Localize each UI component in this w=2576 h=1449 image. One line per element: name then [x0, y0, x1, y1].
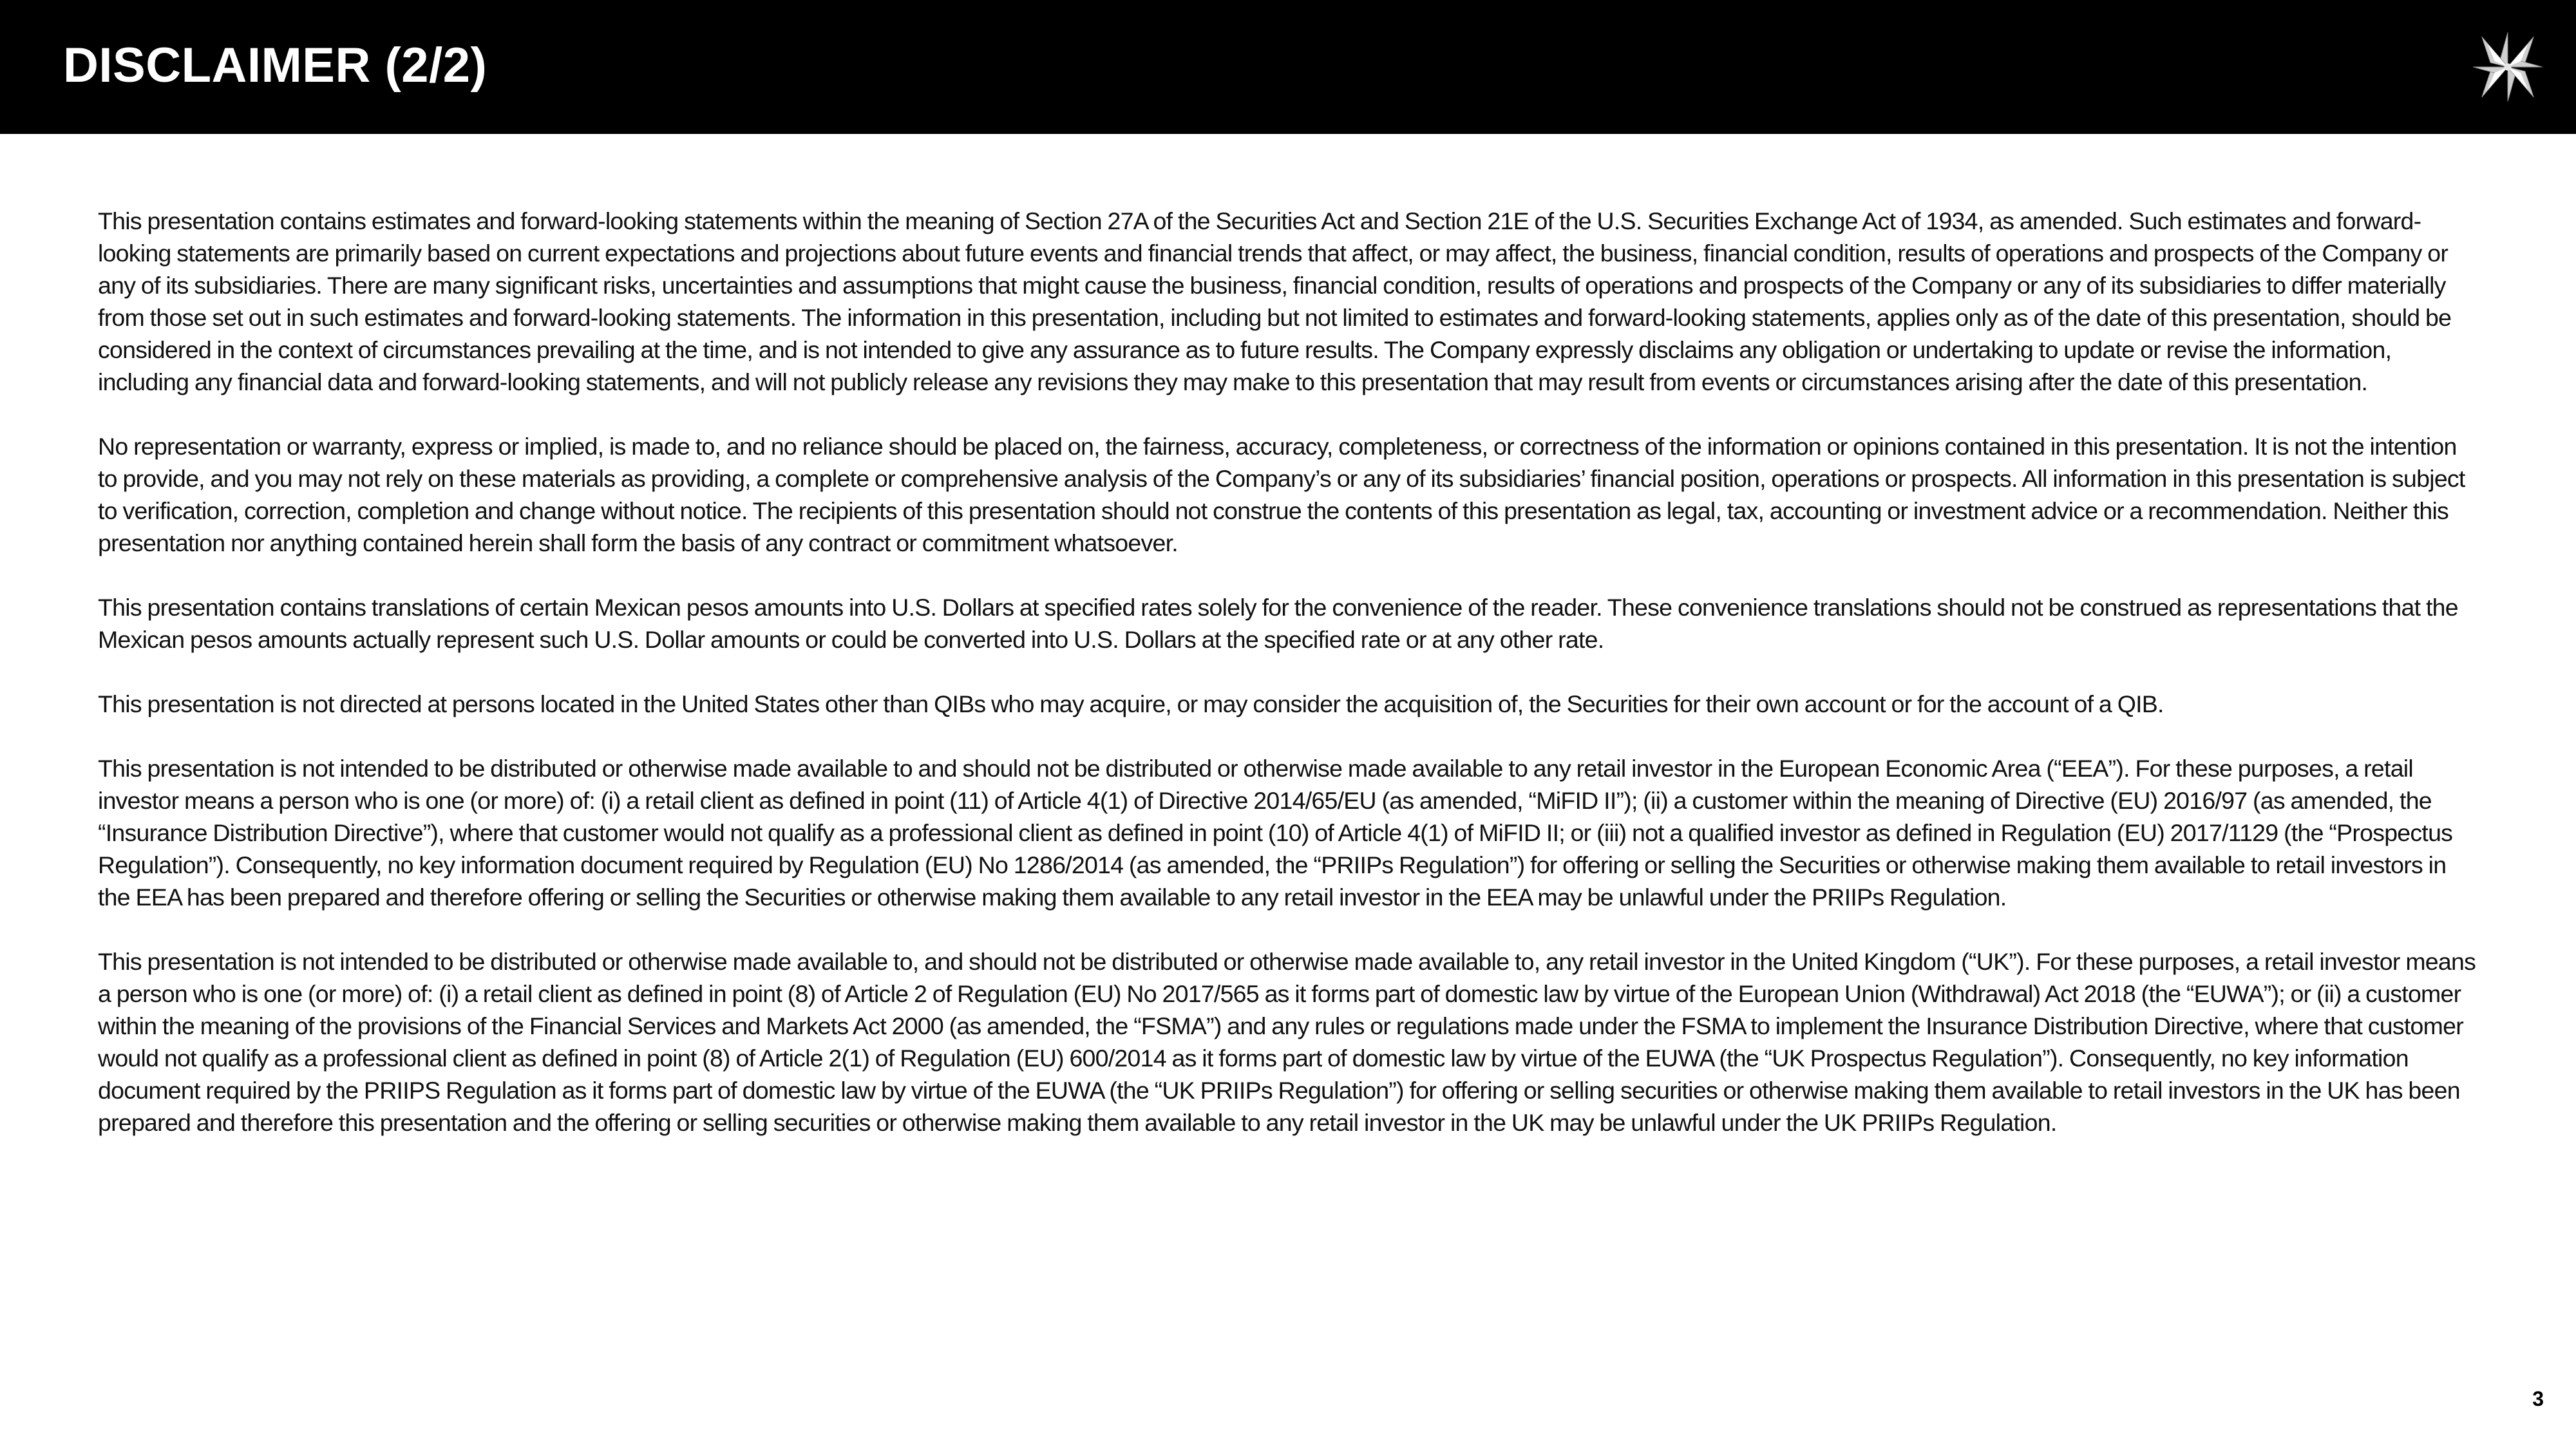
disclaimer-paragraph-forward-looking: This presentation contains estimates and forward-looking statements within the meaning of Section 27A of the Securities Act and Section 21E of the U.S. Securities Exchange Act of 1934, as amended. Such estimates and forward-looking statements are primarily based on current expectations and projections about future events and financial trends that affect, or may affect, the business, financial condition, results of operations and prospects of the Company or any of its subsidiaries. There are many significant risks, uncertainties and assumptions that might cause the business, financial condition, results of operations and prospects of the Company or any of its subsidiaries to differ materially from those set out in such estimates and forward-looking statements. The information in this presentation, including but not limited to estimates and forward-looking statements, applies only as of the date of this presentation, should be considered in the context of circumstances prevailing at the time, and is not intended to give any assurance as to future results. The Company expressly disclaims any obligation or undertaking to update or revise the information, including any financial data and forward-looking statements, and will not publicly release any revisions they may make to this presentation that may result from events or circumstances arising after the date of this presentation.: [98, 207, 2452, 395]
star-logo-icon: [2472, 31, 2544, 103]
disclaimer-paragraph-us-persons: This presentation is not directed at persons located in the United States other than QIBs who may acquire, or may consider the acquisition of, the Securities for their own account or for the account of a QIB.: [98, 690, 2164, 717]
disclaimer-body: [98, 205, 2481, 1171]
slide-title: DISCLAIMER (2/2): [63, 38, 488, 93]
header-bar: [0, 0, 2576, 134]
disclaimer-paragraph-currency-translation: This presentation contains translations of certain Mexican pesos amounts into U.S. Dollars at specified rates solely for the convenience of the reader. These convenience translations should not be construed as representations that the Mexican pesos amounts actually represent such U.S. Dollar amounts or could be converted into U.S. Dollars at the specified rate or at any other rate.: [98, 594, 2458, 653]
disclaimer-paragraph-eea-retail: This presentation is not intended to be distributed or otherwise made available to and should not be distributed or otherwise made available to any retail investor in the European Economic Area (“EEA”). For these purposes, a retail investor means a person who is one (or more) of: (i) a retail client as defined in point (11) of Article 4(1) of Directive 2014/65/EU (as amended, “MiFID II”); (ii) a customer within the meaning of Directive (EU) 2016/97 (as amended, the “Insurance Distribution Directive”), where that customer would not qualify as a professional client as defined in point (10) of Article 4(1) of MiFID II; or (iii) not a qualified investor as defined in Regulation (EU) 2017/1129 (the “Prospectus Regulation”). Consequently, no key information document required by Regulation (EU) No 1286/2014 (as amended, the “PRIIPs Regulation”) for offering or selling the Securities or otherwise making them available to retail investors in the EEA has been prepared and therefore offering or selling the Securities or otherwise making them available to any retail investor in the EEA may be unlawful under the PRIIPs Regulation.: [98, 755, 2453, 911]
disclaimer-paragraph-uk-retail: This presentation is not intended to be distributed or otherwise made available to, and should not be distributed or otherwise made available to, any retail investor in the United Kingdom (“UK”). For these purposes, a retail investor means a person who is one (or more) of: (i) a retail client as defined in point (8) of Article 2 of Regulation (EU) No 2017/565 as it forms part of domestic law by virtue of the European Union (Withdrawal) Act 2018 (the “EUWA”); or (ii) a customer within the meaning of the provisions of the Financial Services and Markets Act 2000 (as amended, the “FSMA”) and any rules or regulations made under the FSMA to implement the Insurance Distribution Directive, where that customer would not qualify as a professional client as defined in point (8) of Article 2(1) of Regulation (EU) 600/2014 as it forms part of domestic law by virtue of the EUWA (the “UK Prospectus Regulation”). Consequently, no key information document required by the PRIIPS Regulation as it forms part of domestic law by virtue of the EUWA (the “UK PRIIPs Regulation”) for offering or selling securities or otherwise making them available to retail investors in the UK has been prepared and therefore this presentation and the offering or selling securities or otherwise making them available to any retail investor in the UK may be unlawful under the UK PRIIPs Regulation.: [98, 948, 2476, 1136]
disclaimer-paragraph-no-warranty: No representation or warranty, express or implied, is made to, and no reliance should be placed on, the fairness, accuracy, completeness, or correctness of the information or opinions contained in this presentation. It is not the intention to provide, and you may not rely on these materials as providing, a complete or comprehensive analysis of the Company’s or any of its subsidiaries’ financial position, operations or prospects. All information in this presentation is subject to verification, correction, completion and change without notice. The recipients of this presentation should not construe the contents of this presentation as legal, tax, accounting or investment advice or a recommendation. Neither this presentation nor anything contained herein shall form the basis of any contract or commitment whatsoever.: [98, 433, 2465, 556]
page-number: 3: [2532, 1387, 2544, 1410]
